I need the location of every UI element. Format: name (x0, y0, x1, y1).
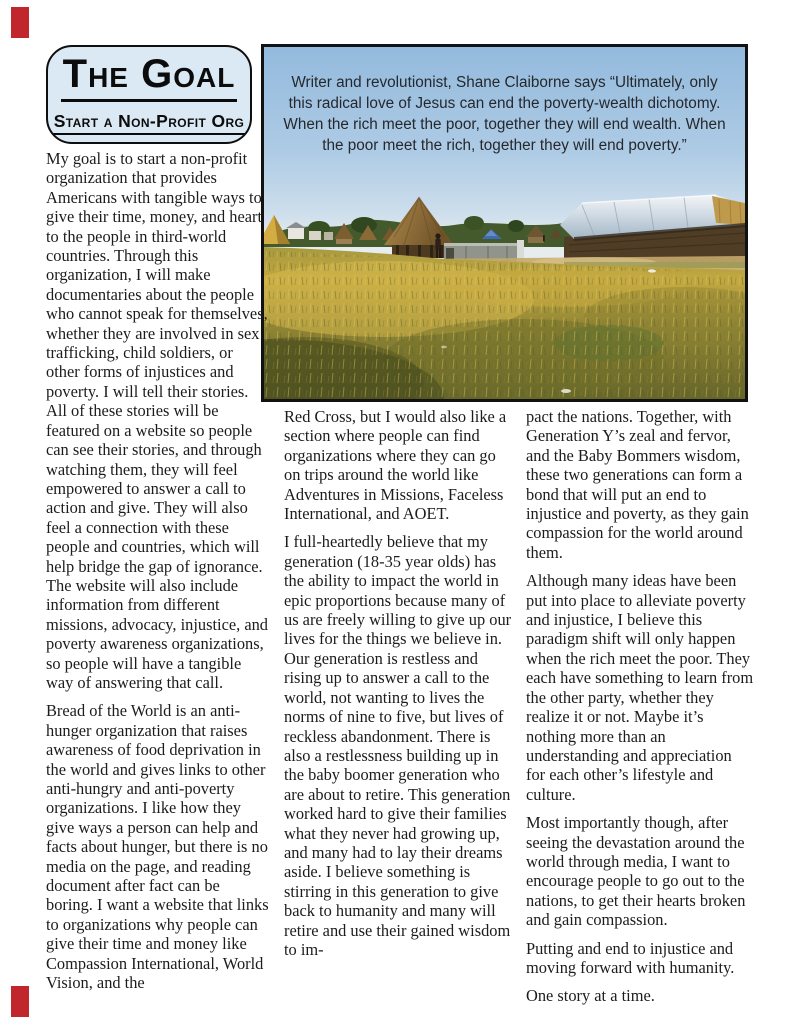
title-box (46, 45, 252, 144)
red-edge-mark-top (11, 7, 29, 38)
paragraph: Although many ideas have been put into place to alleviate poverty and injustice, I believe this paradigm shift will only happen when the rich meet the poor. They each have something to learn from the other party, whether they realize it or not. Maybe it’s nothing more than an understanding and appreciation for each other’s lifestyle and culture. (526, 571, 754, 804)
paragraph: Bread of the World is an anti-hunger organization that raises awareness of food deprivation in the world and gives links to other anti-hungry and anti-poverty organizations. I like how they give ways a person can help and facts about hunger, but there is no media on the page, and reading document after fact can be boring. I want a website that links to organizations why people can give their time and money like Compassion International, World Vision, and the (46, 701, 269, 993)
paragraph: My goal is to start a non-profit organization that provides Americans with tangible ways to give their time, money, and heart to the people in third-world countries. Through this organization, I will make documentaries about the people who cannot speak for themselves, whether they are involved in sex trafficking, child soldiers, or other forms of injustices and poverty. I will tell their stories. All of these stories will be featured on a website so people can see their stories, and through watching them, they will feel empowered to answer a call to action and give. They will also feel a connection with these people and countries, which will help bridge the gap of ignorance. The website will also include information from different missions, advocacy, injustice, and poverty awareness organizations, so people will have a tangible way of answering that call. (46, 149, 268, 692)
paragraph: Most importantly though, after seeing the devastation around the world through media, I want to encourage people to go out to the nations, to get their hearts broken and gain compassion. (526, 813, 746, 930)
body-column-right (526, 407, 754, 1015)
page-subtitle: Start a Non-Profit Org (53, 113, 246, 136)
paragraph: One story at a time. (526, 986, 655, 1006)
body-column-left (46, 149, 270, 1001)
page-title: The Goal (61, 54, 238, 102)
paragraph: I full-heartedly believe that my generation (18-35 year olds) has the ability to impact the world in epic proportions because many of us are freely willing to give up our lives for the things we believe in. Our generation is restless and rising up to answer a call to the world, not wanting to lives the norms of nine to five, but lives of reckless abandonment. There is also a restlessness building up in the baby boomer generation who are about to retire. This generation worked hard to give their families what they never had growing up, and many had to lay their dreams aside. I believe something is stirring in this generation to give back to humanity and many will retire and use their gained wisdom to im- (284, 532, 512, 959)
paragraph: Red Cross, but I would also like a section where people can find organizations where they can go on trips around the world like Adventures in Missions, Faceless International, and AOET. (284, 407, 507, 524)
photo-frame (261, 44, 748, 402)
body-column-middle (284, 407, 512, 968)
paragraph: Putting and end to injustice and moving forward with humanity. (526, 938, 735, 977)
paragraph: pact the nations. Together, with Generation Y’s zeal and fervor, and the Baby Bommers wisdom, these two generations can form a bond that will put an end to injustice and poverty, as they gain compassion for the world around them. (526, 407, 749, 562)
red-edge-mark-bottom (11, 986, 29, 1017)
quote-text: Writer and revolutionist, Shane Claiborne says “Ultimately, only this radical love of Jesus can end the poverty-wealth dichotomy. When the rich meet the poor, together they will end wealth. When the poor meet the rich, together they will end poverty.” (283, 74, 726, 154)
